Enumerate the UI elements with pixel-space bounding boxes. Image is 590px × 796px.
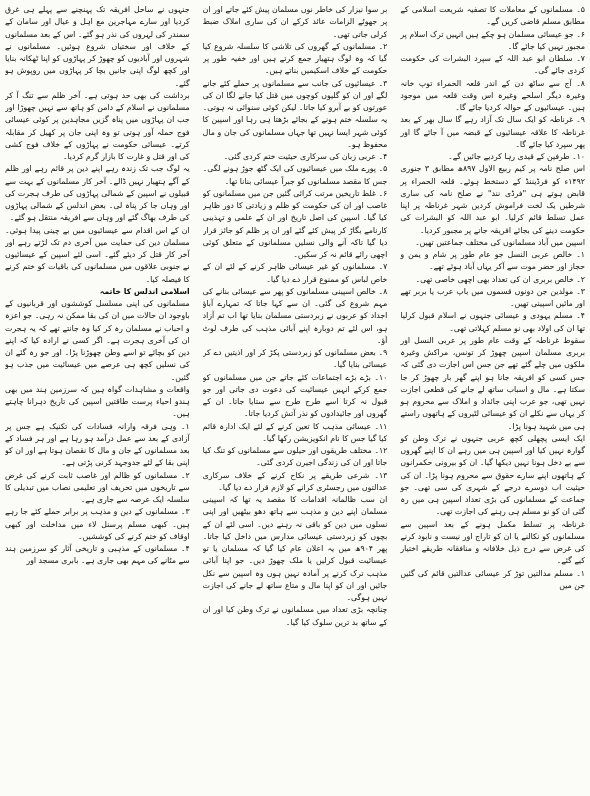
paragraph: جنہوں نے ساحل افریقہ تک پہنچنے سے پہلے ہی غرق کردیا اور سارے مہاجرین مع اہل و عیال اور سامان کے سمندر کی لہروں کی نذر ہو گئے۔ اس کے بعد مسلمانوں کے خلاف اور سختیاں شروع ہوئیں۔ مسلمانوں نے شہروں اور آبادیوں کو چھوڑ کر پہاڑوں کو اپنا ٹھکانہ بنایا اور کچھ لوگ اپنی جانیں بچا کر پہاڑوں میں روپوش ہو گئے۔ [4,5,190,88]
paragraph: ۱۔ مسلم مدالتیں توڑ کر عیسائی عدالتیں قائم کی گئیں جن میں [400,568,585,590]
paragraph: ۱۲۔ مختلف طریقوں اور حیلوں سے مسلمانوں کو تنگ کیا جاتا اور ان کی زندگی اجیرن کردی گئی۔ [202,446,388,468]
paragraph: ۵۔ مسلمانوں کے معاملات کا تصفیہ شریعت اسلامی کے مطابق مسلم قاضی کریں گے۔ [400,5,585,27]
paragraph: ۴۔ عربی زبان کی سرکاری حیثیت ختم کردی گئی۔ [223,152,388,161]
paragraph: اسپین میں آباد مسلمانوں کی مختلف جماعتیں تھیں۔ [415,237,585,247]
paragraph: برداشت کی بھی حد ہوتی ہے۔ آخر ظلم سے تنگ آ کر مسلمانوں نے اسلام کے دامن کو ہاتھ سے نہیں چھوڑا اور جب ان پہاڑوں میں پناہ گزیں مجاہدین پر کوئی عیسائی فوج حملہ آور ہوتی تو وہ اپنی جان پر کھیل کر مقابلہ کرتے۔ عیسائی حکومت نے پہاڑوں کے خلاف فوج کشی کی اور قتل و غارت کا بازار گرم کردیا۔ [4,90,190,161]
paragraph: ۱۳۔ شرعی طریقے پر نکاح کرنے کے خلاف سرکاری عدالتوں میں رجسٹری کرانے کو لازم قرار دے دیا گیا۔ [202,470,388,492]
paragraph: ۳۔ مولدین جن دونوں قسموں میں باپ عرب یا بربر تھے اور مائیں اسپینی تھیں۔ [400,286,585,308]
paragraph: ۸۔ آج سے ساٹھ دن کے اندر قلعہ الحمراء توپ خانہ وغیرہ دیگر اسلحے وغیرہ اس وقت قلعہ میں موجود ہیں۔ عیسائیوں کے حوالہ کردیا جائے گا۔ [400,78,585,112]
paragraph: ۴۔ مسلم یہودی و عیسائی جنہوں نے اسلام قبول کرلیا تھا ان کی اولاد بھی نو مسلم کہلاتی تھی۔ [400,311,585,333]
paragraph: واقعات و مشاہدات گواہ ہیں کہ سرزمین ہند میں بھی ہندو احیاء پرست طاقتیں اسپین کی تاریخ دہرانا چاہتے ہیں۔ [4,384,190,419]
column-middle [203,4,388,792]
paragraph: ۳۔ عیسائیوں کی جانب سے مسلمانوں پر حملے کئے جانے لگے اور ان کو گلیوں کوچوں میں قتل کیا جانے لگا ان کی عورتوں کو بے آبرو کیا جاتا۔ لیکن کوئی سنوائی نہ ہوتی۔ یہ سلسلہ ختم ہونے کے بجائے بڑھتا ہی رہا اور اسپین کا کوئی شہر ایسا نہیں تھا جہاں مسلمانوں کی جان و مال محفوظ ہو۔ [202,78,388,149]
paragraph: ان سب ظالمانہ اقدامات کا مقصد یہ تھا کہ اسپینی مسلمان اپنے دین و مذہب سے ہاتھ دھو بیٹھیں اور اپنی نسلوں میں دین کو باقی نہ رہنے دیں۔ اسی لئے ان کے بچوں کو زبردستی عیسائی مدارس میں داخل کیا جاتا۔ پھر ۹۰۴ھ میں یہ اعلان عام کیا گیا کہ مسلمان یا تو عیسائیت قبول کرلیں یا ملک چھوڑ دیں۔ جو اپنا آبائی مذہب ترک کرنے پر آمادہ نہیں ہوں وہ اسپین سے نکل جائیں اور ان کو اپنا مال و متاع ساتھ لے جانے کی اجازت نہیں ہوگی۔ [202,495,388,602]
section-heading: اسلامی اندلس کا خاتمہ [99,286,190,296]
paragraph: چنانچہ بڑی تعداد میں مسلمانوں نے ترک وطن کیا اور ان کے ساتھ بد ترین سلوک کیا گیا۔ [202,605,388,627]
column-divider [196,4,197,792]
paragraph: ۵۔ پورے ملک میں عیسائیوں کی ایک گٹھ جوڑ ہونے لگی۔ جس کا مقصد مسلمانوں کو جبراً عیسائی بنانا تھا۔ [202,164,388,186]
paragraph: ۷۔ مسلمانوں کو غیر عیسائی ظاہر کرنے کے لئے ان کے خاص لباس کو ممنوع قرار دے دیا گیا۔ [202,262,388,284]
paragraph: ۱۰۔ طرفین کے قیدی رہا کردیے جائیں گے۔ [448,152,585,161]
paragraph: ۴۔ مسلمانوں کے مذہبی و تاریخی آثار کو سرزمین ہند سے مٹانے کی مہم بھی جاری ہے۔ بابری مسجد اور [4,544,190,566]
paragraph: ۹۔ بعض مسلمانوں کو زبردستی پکڑ کر اور اذیتیں دے کر عیسائی بنایا گیا۔ [202,348,388,370]
paragraph: ان کے اس اقدام سے عیسائیوں میں بے چینی پیدا ہوئی۔ مسلمان دین کی حمایت میں آخری دم تک لڑتے رہے اور آخر کار قتل کر دیئے گئے۔ اسی لئے اسپین کے عیسائیوں نے جنوبی علاقوں میں مسلمانوں کی باقیات کو ختم کرنے کا فیصلہ کیا۔ [4,225,190,284]
column-left [5,4,190,792]
paragraph: ۶۔ غلط تاریخیں مرتب کرائی گئیں جن میں مسلمانوں کو غاصب اور ان کی حکومت کو ظلم و زیادتی کا دور ظاہر کیا گیا۔ اسپین کی اصل تاریخ اور ان کے علمی و تہذیبی کارنامے بگاڑ کر پیش کئے گئے اور ان پر ظلم کو جائز قرار دیا گیا تاکہ آنے والی نسلیں مسلمانوں کے متعلق کوئی اچھی رائے قائم نہ کر سکیں۔ [202,188,388,259]
paragraph: ۱۔ خالص عربی النسل جو عام طور پر شام و یمن و حجاز اور حضر موت سے آکر یہاں آباد ہوئے تھے۔ [400,250,585,272]
paragraph: ۱۔ وہی فرقہ وارانہ فسادات کی تکنیک ہے جس پر آزادی کے بعد سے عمل درآمد ہو رہا ہے اور ہر فساد کے بعد مسلمانوں کے جان و مال کا نقصان ہوتا ہے اور ان کو اپنی بقا کے لئے جدوجہد کرنی پڑتی ہے۔ [4,421,190,468]
paragraph: ۲۔ مسلمانوں کے گھروں کی تلاشی کا سلسلہ شروع کیا گیا کہ وہ لوگ ہتھیار جمع کرتے ہیں اور خفیہ طور پر حکومت کے خلاف اسکیمیں بناتے ہیں۔ [202,41,388,76]
paragraph: ۷۔ سلطان ابو عبد اللہ کے سپرد البشرات کی حکومت کردی جائے گی۔ [400,54,585,76]
paragraph: ۳۔ مسلمانوں کے دین و مذہب پر برابر حملے کئے جا رہے ہیں۔ کبھی مسلم پرسنل لاء میں مداخلت اور کبھی اوقاف کو ختم کرنے کی کوششیں۔ [4,507,190,541]
paragraph: غرناطہ پر تسلط مکمل ہونے کے بعد اسپین سے مسلمانوں کو نکالنے یا ان کو تاراج اور نیست و نابود کرنے کی غرض سے درج ذیل خلافانہ و منافقانہ طریقے اختیار کیے گئے۔ [400,519,585,566]
paragraph: یہ لوگ جب تک زندہ رہے اپنے دین پر قائم رہے اور ظلم کے آگے ہتھیار نہیں ڈالے۔ آخر کار مسلمانوں کے بہت سے قبیلوں نے اسپین کے شمالی پہاڑوں کی طرف ہجرت کی اور وہاں جا کر پناہ لی۔ بعض اندلس کے شمالی پہاڑوں کی طرف بھاگ گئے اور وہاں سے افریقہ منتقل ہو گئے۔ [4,164,190,223]
paragraph: ۲۔ مسلمانوں کو ظالم اور غاصب ثابت کرنے کی غرض سے تاریخوں میں تحریف اور تعلیمی نصاب میں تبدیلی کا سلسلہ ایک عرصہ سے جاری ہے۔ [4,470,190,504]
paragraph: ایک ایسی پچھلی کچھ عربی جنہوں نے ترک وطن کو گوارہ نہیں کیا اور اسپین ہی میں رہے ان کا اپنے گھروں سے بے دخل ہونا نہیں دیکھا گیا۔ ان کو بیرونی حکمرانوں کے ہاتھوں اپنے سارے حقوق سے محروم ہونا پڑا۔ ان کی حیثیت اب دوسرے درجے کے شہری کی سی تھی۔ جو جماعت کے مسلمانوں کی بڑی تعداد اسپین ہی میں رہ گئی ان کو نو مسلم ہی رہنے کی اجازت تھی۔ [400,433,585,517]
paragraph: اس صلح نامہ پر کیم ربیع الاول ۸۹۷ھ مطابق ۳ جنوری ۱۴۹۲ء کو فرڈیننڈ کے دستخط ہوئے۔ قلعہ الحمراء پر قابض ہوتے ہی "فرڈی نند" نے صلح نامہ کی ساری شرطیں یک لخت فراموش کردیں شہر غرناطہ پر اپنا عمل تسلط قائم کرلیا۔ ابو عبد اللہ کو البشرات کی حکومت دینے کی بجائے افریقہ جانے پر مجبور کردیا۔ [400,164,585,235]
paragraph: ۹۔ غرناطہ کو ایک سال تک آزاد رہے گا سال بھر کے بعد غرناطہ کا علاقہ عیسائیوں کے قبضہ میں آ جائے گا اور پھر سپرد کیا جائے گا۔ [400,115,585,149]
paragraph: ۱۰۔ بڑے بڑے اجتماعات کئے جاتے جن میں مسلمانوں کو جمع کرکے انہیں عیسائیت کی دعوت دی جاتی اور جو قبول نہ کرتا اسے طرح طرح سے ستایا جاتا۔ ان کے گھروں اور جائیدادوں کو نذر آتش کردیا جاتا۔ [202,372,388,419]
column-divider [393,4,394,792]
paragraph: سقوط غرناطہ کے وقت عام طور پر عربی النسل اور بربری مسلمان اسپین چھوڑ کر تونس، مراکش وغیرہ ملکوں میں چلے گئے تھے جن جس اس اجازت دی گئی کہ جس کسی کو افریقہ جانا ہو اپنے گھر بار چھوڑ کر جا سکتا ہے۔ مال و اسباب ساتھ لے جانے کی قطعی اجازت نہیں تھی، جو عرب اپنی جائداد و املاک سے محروم ہو کر یہاں سے نکلے ان کو عیسائی لٹیروں کے ہاتھوں راستے ہی میں شہید ہونا پڑا۔ [400,335,585,431]
paragraph: ۸۔ خالص اسپینی مسلمانوں کو پھر سے عیسائی بنانے کی مہم شروع کی گئی۔ ان سے کہا جاتا کہ تمہارے آباؤ اجداد کو عربوں نے زبردستی مسلمان بنایا تھا اب تم آزاد ہو، اس لئے تم دوبارہ اپنے آبائی مذہب کی طرف لوٹ آؤ۔ [202,286,388,345]
paragraph: مسلمانوں کی اپنی مسلسل کوششوں اور قربانیوں کے باوجود ان حالات میں ان کی بقا ممکن نہ رہی۔ جو اعزہ و احباب نے مسلمان رہ کر کیا وہ جانتے تھے کہ یہ ہجرت ان کی آخری ہجرت ہے۔ اگر کسی نے ارادہ کیا کہ اپنے دین کو بچائے تو اسے وطن چھوڑنا پڑا۔ اور جو رہ گئے ان کی نسلیں کچھ ہی عرصے میں عیسائیت میں جذب ہو گئیں۔ [4,299,190,382]
paragraph: ۶۔ جو عیسائی مسلمان ہو چکے ہیں انہیں ترک اسلام پر مجبور نہیں کیا جائے گا۔ [400,29,585,51]
paragraph: ۱۱۔ عیسائی مذہب کا تعین کرنے کے لئے ایک ادارہ قائم کیا گیا جس کا نام انکویزیشن رکھا گیا۔ [202,421,388,443]
paragraph: ۲۔ خالص بربری ان کی تعداد بھی اچھی خاصی تھی۔ [415,274,585,284]
column-right [400,4,585,792]
paragraph: بر سوا نیزار کی خاطر نوں مسلمان پیش کئے جاتے اور ان پر جھوٹے الزامات عائد کرکے ان کی ساری املاک ضبط کرلی جاتی تھی۔ [202,5,388,39]
